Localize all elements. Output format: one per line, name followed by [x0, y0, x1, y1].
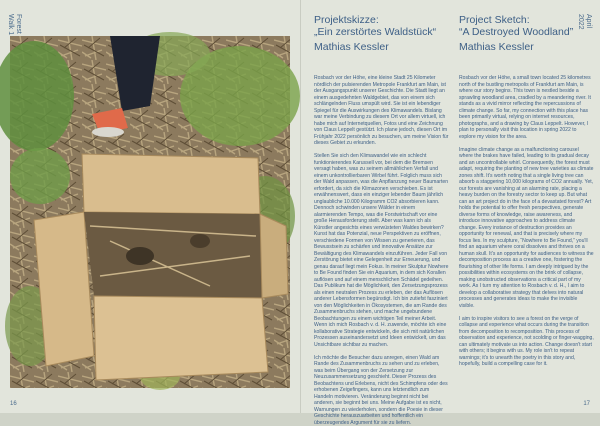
english-paragraph: Imagine climate change as a malfunctioning carousel where the brakes have failed, leading to its gradual decay and an uncontrollable whirl. Consequently, the forest must adapt, requiring the planting of new tree varieties as climate zones shift. It's worth noting that a single living tree can absorb a staggering 10,000 kilograms of CO2 annually. Yet, our forests are vanishing at an alarming rate, placing a heavy burden on the forestry sector to keep up. But what can an art project do in the face of a devastated forest? Art holds the potential to offer fresh perspectives, generate diverse forms of knowledge, raise awareness, and introduce innovative approaches to address climate change. Every instance of destruction provides an opportunity for renewal, and that is precisely where my focus lies. In my sculpture, “Nowhere to Be Found,” you'll find an aquarium where coral dissolves and thrives on a human skull. It's an opportunity for audiences to witness the decomposition process as a creative one, fostering the flourishing of other life forms. I am deeply intrigued by the possibilities within ecosystems on the brink of collapse, making unobstructed observations a critical part of my work. As I turn my attention to Rosbach v. d. H., I aim to develop a collaborative strategy that delves into natural processes and generates ideas to make the invisible visible. — [459, 147, 594, 310]
english-title-line2: “A Destroyed Woodland” — [459, 26, 594, 38]
german-paragraph: Rosbach vor der Höhe, eine kleine Stadt 25 Kilometer nördlich der pulsierenden Metropole Frankfurt am Main, ist der Ausgangspunkt unserer Geschichte. Die Stadt liegt an einem ausgedehnten Waldgebiet, das von einem sich schlängelnden Fluss umspült wird. Sie ist ein lebendiger Spiegel für die Auswirkungen des Klimawandels. Bislang war meine Verbindung zu diesem Ort vor allem virtuell, ich habe mich auf Internetquellen, Fotos und eine Zeichnung von Claus Leppelt gestützt. Ich plane jedoch, diesen Ort im Frühjahr 2022 persönlich zu besuchen, um meine Vision für dieses Gebiet zu erkunden. — [314, 75, 449, 147]
english-body — [459, 75, 594, 368]
side-label-left — [6, 14, 22, 35]
page-number-right: 17 — [583, 401, 590, 407]
german-paragraph: Ich möchte die Besucher dazu anregen, einen Wald am Rande des Zusammenbruchs zu sehen und zu erleben, was beim Übergang von der Zersetzung zur Neuzusammensetzung geschieht. Dieser Prozess des Beobachtens und Erlebens, nicht des Schimpfens oder des erhobenen Zeigefingers, kann uns letztendlich zum Handeln motivieren. Veränderung beginnt nicht bei anderen, sie beginnt bei uns. Meine Aufgabe ist es nicht, Warnungen zu wiederholen, sondern die Poesie in dieser Geschichte herauszuarbeiten und hoffentlich ein überzeugendes Argument für sie zu liefern. — [314, 355, 449, 426]
side-label-left-text: Forest Walk 1 — [7, 14, 22, 35]
forest-floor-photo-icon — [10, 36, 290, 388]
english-author: Mathias Kessler — [459, 41, 594, 53]
forest-floor-photo — [10, 36, 290, 388]
side-label-right-text: April 2022 — [577, 14, 592, 30]
german-column — [314, 14, 449, 426]
german-title-line1: Projektskizze: — [314, 14, 449, 26]
german-title-line2: „Ein zerstörtes Waldstück“ — [314, 26, 449, 38]
english-title — [459, 14, 594, 38]
english-paragraph: Rosbach vor der Höhe, a small town located 25 kilometres north of the bustling metropolis of Frankfurt am Main, is where our story begins. This town is nestled beside a sprawling woodland area, cradled by a meandering river. It stands as a vivid mirror reflecting the repercussions of climate change. So far, my connection with this place has been primarily virtual, relying on internet resources, photographs, and a drawing by Claus Leppelt. However, I plan to personally visit this location in spring 2022 to explore my vision for the area. — [459, 75, 594, 140]
german-author: Mathias Kessler — [314, 41, 449, 53]
german-body — [314, 75, 449, 426]
page-number-left: 16 — [10, 401, 17, 407]
german-title — [314, 14, 449, 38]
english-column — [459, 14, 594, 368]
english-paragraph: I aim to inspire visitors to see a forest on the verge of collapse and experience what occurs during the transition from decomposition to recomposition. This process of observation and experience, not scolding or finger-wagging, can ultimately motivate us into action. Change doesn't start with others; it begins with us. My role isn't to repeat warnings; it's to unearth the poetry in this story and, hopefully, build a compelling case for it. — [459, 316, 594, 368]
left-page — [0, 0, 300, 413]
english-title-line1: Project Sketch: — [459, 14, 594, 26]
german-paragraph: Stellen Sie sich den Klimawandel wie ein schlecht funktionierendes Karussell vor, bei dem die Bremsen versagt haben, was zu seinem allmählichen Verfall und einem unkontrollierbaren Wirbel führt. Folglich muss sich der Wald anpassen, was die Anpflanzung neuer Baumarten erfordert, da sich die Klimazonen verschieben. Es ist erwähnenswert, dass ein einziger lebender Baum jährlich unglaubliche 10.000 Kilogramm CO2 absorbieren kann. Dennoch schwinden unsere Wälder in einem alarmierenden Tempo, was die Forstwirtschaft vor eine große Herausforderung stellt. Aber was kann ich als Künstler angesichts eines verwüsteten Waldes bewirken? Kunst hat das Potenzial, neue Perspektiven zu eröffnen, verschiedene Formen von Wissen zu generieren, das Bewusstsein zu schärfen und innovative Ansätze zur Bewältigung des Klimawandels einzuführen. Jeder Fall von Zerstörung bietet eine Gelegenheit zur Erneuerung, und genau darauf liegt mein Fokus. In meiner Skulptur Nowhere to Be Found finden Sie ein Aquarium, in dem sich Korallen auflösen und auf einem menschlichen Schädel gedeihen. Das Publikum hat die Möglichkeit, den Zersetzungsprozess als einen neutralen Prozess zu erleben, der das Auflösen anderer Lebensformen begünstigt. Ich bin zutiefst fasziniert von den Möglichkeiten in Ökosystemen, die am Rande des Zusammenbruchs stehen, und mache ungebundene Beobachtungen zu einem wichtigen Teil meiner Arbeit. Wenn ich mich Rosbach v. d. H. zuwende, möchte ich eine kollaborative Strategie entwickeln, die sich mit natürlichen Prozessen auseinandersetzt und Ideen entwickelt, um das Unsichtbare sichtbar zu machen. — [314, 153, 449, 348]
